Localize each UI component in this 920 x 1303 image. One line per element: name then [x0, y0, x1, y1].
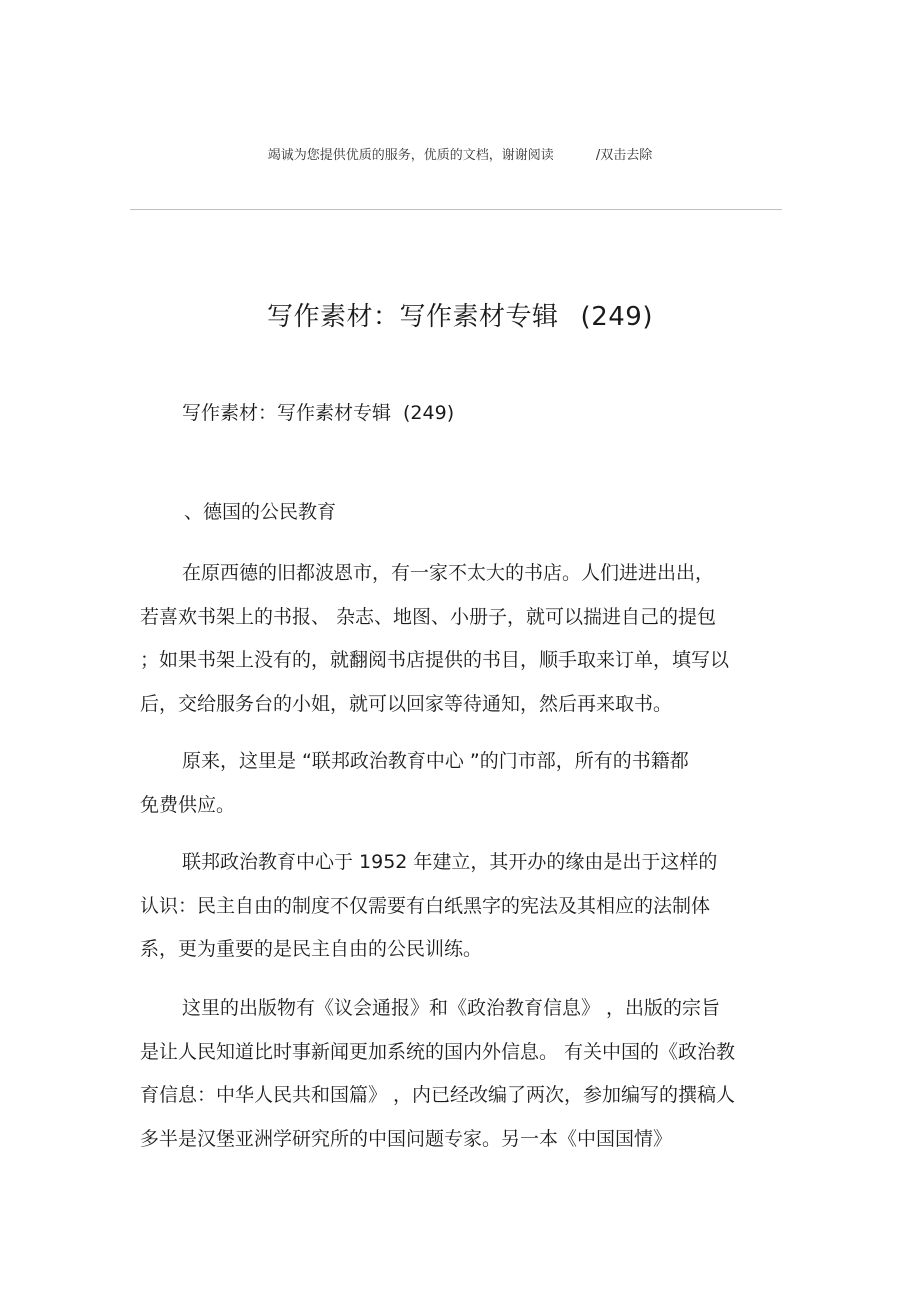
title-main: 写作素材：写作素材专辑 [267, 302, 559, 332]
paragraph-line: 这里的出版物有《议会通报》和《政治教育信息》 ，出版的宗旨 [182, 997, 721, 1019]
paragraph [140, 740, 790, 827]
document-subtitle [182, 398, 454, 425]
document-title [0, 296, 920, 333]
paragraph-line: 若喜欢书架上的书报、 杂志、地图、小册子，就可以揣进自己的提包 [140, 605, 717, 628]
paragraph-line: 育信息：中华人民共和国篇》 ，内已经改编了两次，参加编写的撰稿人 [140, 1084, 736, 1106]
paragraph-line: 原来，这里是 “联邦政治教育中心 ”的门市部，所有的书籍都 [182, 750, 689, 772]
header-divider [130, 209, 782, 210]
paragraph-line: 联邦政治教育中心于 1952 年建立，其开办的缘由是出于这样的 [182, 851, 718, 873]
paragraph-line: 是让人民知道比时事新闻更加系统的国内外信息。 有关中国的《政治教 [140, 1040, 736, 1063]
header-notice: 竭诚为您提供优质的服务，优质的文档，谢谢阅读 [267, 148, 554, 163]
paragraph [140, 552, 790, 726]
paragraph [140, 841, 790, 972]
paragraph-line: 免费供应。 [140, 793, 236, 816]
paragraph [140, 987, 790, 1161]
paragraph-line: ；如果书架上没有的，就翻阅书店提供的书目，顺手取来订单，填写以 [140, 649, 730, 671]
subtitle-number: (249) [403, 402, 455, 424]
header-remove-hint[interactable]: /双击去除 [595, 148, 653, 163]
paragraph-line: 多半是汉堡亚洲学研究所的中国问题专家。另一本《中国国情》 [140, 1127, 673, 1150]
subtitle-main: 写作素材：写作素材专辑 [182, 402, 392, 424]
paragraph-line: 认识：民主自由的制度不仅需要有白纸黑字的宪法及其相应的法制体 [140, 894, 711, 917]
page-header [0, 144, 920, 163]
paragraph-line: 系，更为重要的是民主自由的公民训练。 [140, 938, 483, 960]
section-heading: 、德国的公民教育 [184, 501, 337, 523]
title-number: (249) [580, 302, 653, 332]
paragraph-line: 在原西德的旧都波恩市，有一家不太大的书店。人们进进出出， [182, 562, 715, 584]
paragraph-line: 后，交给服务台的小姐，就可以回家等待通知，然后再来取书。 [140, 692, 673, 715]
